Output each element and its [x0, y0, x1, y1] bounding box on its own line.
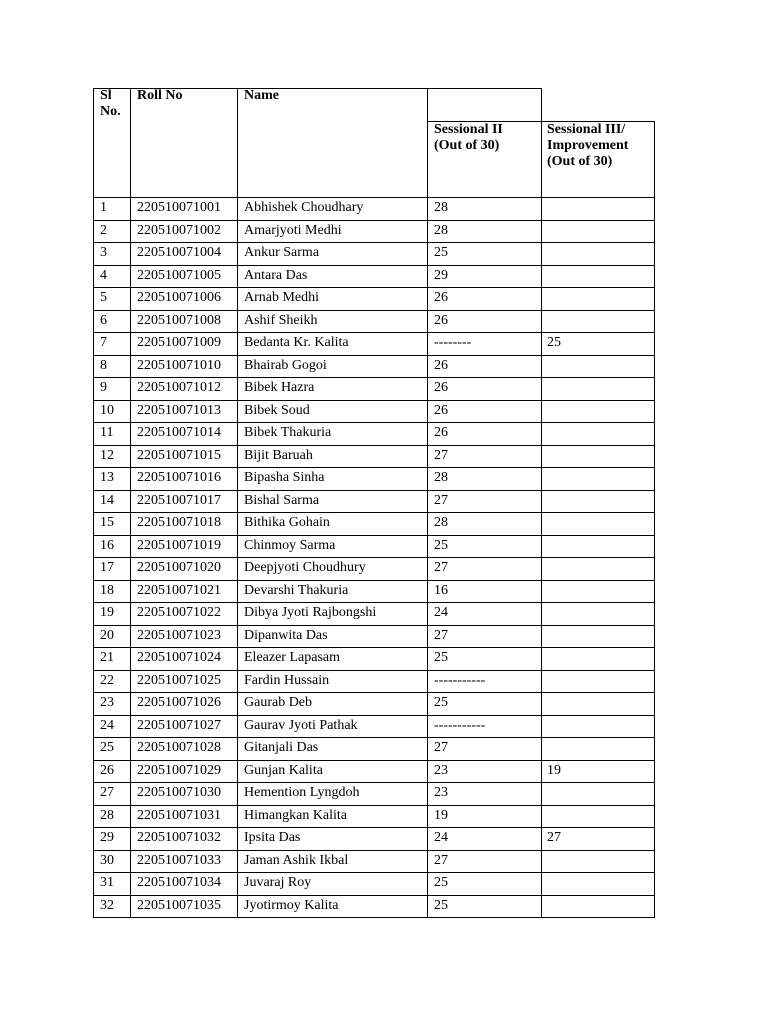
table-rule: [541, 88, 542, 918]
cell-sl: 3: [100, 245, 107, 260]
cell-name: Dibya Jyoti Rajbongshi: [244, 605, 377, 620]
cell-sessional-2: 16: [434, 583, 448, 598]
header-roll: Roll No: [137, 88, 183, 103]
table-rule: [93, 490, 655, 491]
table-rule: [93, 422, 655, 423]
cell-sl: 28: [100, 808, 114, 823]
cell-sessional-2: 27: [434, 493, 448, 508]
cell-sl: 9: [100, 380, 107, 395]
cell-name: Hemention Lyngdoh: [244, 785, 360, 800]
cell-name: Ipsita Das: [244, 830, 301, 845]
cell-sl: 25: [100, 740, 114, 755]
cell-sessional-2: 28: [434, 200, 448, 215]
cell-name: Amarjyoti Medhi: [244, 223, 342, 238]
cell-name: Jaman Ashik Ikbal: [244, 853, 349, 868]
table-rule: [93, 692, 655, 693]
cell-name: Gaurab Deb: [244, 695, 313, 710]
cell-name: Bithika Gohain: [244, 515, 330, 530]
cell-roll: 220510071022: [137, 605, 221, 620]
cell-roll: 220510071018: [137, 515, 221, 530]
cell-name: Devarshi Thakuria: [244, 583, 349, 598]
cell-sessional-2: 27: [434, 740, 448, 755]
cell-sessional-2: 27: [434, 853, 448, 868]
table-rule: [93, 827, 655, 828]
cell-roll: 220510071035: [137, 898, 221, 913]
table-rule: [93, 467, 655, 468]
cell-name: Ankur Sarma: [244, 245, 320, 260]
cell-sl: 16: [100, 538, 114, 553]
cell-sessional-2: 26: [434, 290, 448, 305]
table-rule: [93, 332, 655, 333]
cell-sl: 26: [100, 763, 114, 778]
cell-roll: 220510071033: [137, 853, 221, 868]
cell-sl: 2: [100, 223, 107, 238]
header-sessional-3: Sessional III/ Improvement (Out of 30): [547, 122, 629, 169]
cell-sl: 17: [100, 560, 114, 575]
cell-sl: 27: [100, 785, 114, 800]
cell-sessional-2: 24: [434, 830, 448, 845]
cell-sl: 29: [100, 830, 114, 845]
table-rule: [93, 670, 655, 671]
table-rule: [93, 782, 655, 783]
cell-name: Eleazer Lapasam: [244, 650, 340, 665]
cell-sl: 22: [100, 673, 114, 688]
cell-sl: 4: [100, 268, 107, 283]
cell-sessional-2: 24: [434, 605, 448, 620]
cell-name: Dipanwita Das: [244, 628, 328, 643]
table-rule: [93, 715, 655, 716]
cell-name: Deepjyoti Choudhury: [244, 560, 366, 575]
table-rule: [93, 917, 655, 918]
table-rule: [93, 580, 655, 581]
cell-name: Jyotirmoy Kalita: [244, 898, 339, 913]
cell-sl: 20: [100, 628, 114, 643]
table-rule: [93, 872, 655, 873]
cell-name: Bishal Sarma: [244, 493, 320, 508]
cell-sessional-2: 26: [434, 380, 448, 395]
table-rule: [93, 602, 655, 603]
cell-sessional-2: 25: [434, 245, 448, 260]
cell-name: Chinmoy Sarma: [244, 538, 336, 553]
cell-sessional-2: 27: [434, 448, 448, 463]
cell-roll: 220510071019: [137, 538, 221, 553]
cell-roll: 220510071025: [137, 673, 221, 688]
cell-roll: 220510071024: [137, 650, 221, 665]
cell-roll: 220510071016: [137, 470, 221, 485]
cell-name: Bedanta Kr. Kalita: [244, 335, 349, 350]
cell-sl: 14: [100, 493, 114, 508]
table-rule: [93, 737, 655, 738]
cell-name: Gunjan Kalita: [244, 763, 323, 778]
cell-sessional-2: 23: [434, 763, 448, 778]
table-rule: [93, 287, 655, 288]
table-rule: [93, 512, 655, 513]
cell-name: Bibek Hazra: [244, 380, 315, 395]
table-rule: [93, 760, 655, 761]
cell-sl: 12: [100, 448, 114, 463]
cell-name: Abhishek Choudhary: [244, 200, 364, 215]
cell-sl: 1: [100, 200, 107, 215]
cell-sl: 10: [100, 403, 114, 418]
table-rule: [93, 400, 655, 401]
cell-roll: 220510071004: [137, 245, 221, 260]
cell-roll: 220510071030: [137, 785, 221, 800]
cell-sl: 19: [100, 605, 114, 620]
cell-sl: 15: [100, 515, 114, 530]
cell-roll: 220510071017: [137, 493, 221, 508]
cell-roll: 220510071021: [137, 583, 221, 598]
cell-sessional-3: 25: [547, 335, 561, 350]
cell-sl: 5: [100, 290, 107, 305]
cell-sessional-2: 25: [434, 875, 448, 890]
cell-sessional-2: 28: [434, 470, 448, 485]
cell-name: Bhairab Gogoi: [244, 358, 327, 373]
cell-sessional-2: 23: [434, 785, 448, 800]
cell-roll: 220510071005: [137, 268, 221, 283]
cell-sessional-2: 25: [434, 650, 448, 665]
cell-sessional-2: 25: [434, 695, 448, 710]
cell-sessional-2: 28: [434, 223, 448, 238]
cell-sessional-2: 26: [434, 313, 448, 328]
cell-name: Bipasha Sinha: [244, 470, 325, 485]
cell-roll: 220510071006: [137, 290, 221, 305]
table-rule: [93, 88, 94, 918]
cell-sessional-2: --------: [434, 335, 472, 350]
cell-roll: 220510071027: [137, 718, 221, 733]
cell-roll: 220510071029: [137, 763, 221, 778]
cell-name: Gitanjali Das: [244, 740, 319, 755]
table-rule: [93, 895, 655, 896]
cell-sessional-2: 26: [434, 425, 448, 440]
cell-sessional-3: 27: [547, 830, 561, 845]
cell-roll: 220510071001: [137, 200, 221, 215]
cell-sessional-2: 29: [434, 268, 448, 283]
table-rule: [93, 355, 655, 356]
cell-sl: 30: [100, 853, 114, 868]
cell-roll: 220510071031: [137, 808, 221, 823]
cell-sessional-2: 19: [434, 808, 448, 823]
cell-sessional-2: -----------: [434, 718, 486, 733]
table-rule: [93, 557, 655, 558]
cell-roll: 220510071015: [137, 448, 221, 463]
table-rule: [93, 377, 655, 378]
cell-sl: 8: [100, 358, 107, 373]
table-rule: [93, 197, 655, 198]
cell-sessional-2: 26: [434, 403, 448, 418]
cell-name: Gaurav Jyoti Pathak: [244, 718, 358, 733]
cell-sl: 21: [100, 650, 114, 665]
table-rule: [237, 88, 238, 918]
cell-name: Bibek Soud: [244, 403, 310, 418]
cell-roll: 220510071008: [137, 313, 221, 328]
table-rule: [93, 625, 655, 626]
cell-sessional-3: 19: [547, 763, 561, 778]
header-name: Name: [244, 88, 279, 103]
cell-sessional-2: 25: [434, 538, 448, 553]
cell-sessional-2: -----------: [434, 673, 486, 688]
cell-roll: 220510071023: [137, 628, 221, 643]
table-rule: [93, 535, 655, 536]
cell-sessional-2: 25: [434, 898, 448, 913]
table-rule: [93, 850, 655, 851]
cell-sl: 32: [100, 898, 114, 913]
cell-roll: 220510071002: [137, 223, 221, 238]
cell-name: Juvaraj Roy: [244, 875, 312, 890]
table-rule: [130, 88, 131, 918]
header-sessional-2: Sessional II (Out of 30): [434, 122, 503, 153]
cell-name: Bibek Thakuria: [244, 425, 332, 440]
cell-sessional-2: 28: [434, 515, 448, 530]
cell-name: Ashif Sheikh: [244, 313, 318, 328]
cell-name: Fardin Hussain: [244, 673, 330, 688]
cell-name: Antara Das: [244, 268, 308, 283]
cell-sl: 13: [100, 470, 114, 485]
cell-sessional-2: 27: [434, 628, 448, 643]
cell-roll: 220510071009: [137, 335, 221, 350]
cell-sl: 11: [100, 425, 114, 440]
cell-roll: 220510071012: [137, 380, 221, 395]
table-rule: [93, 242, 655, 243]
table-rule: [93, 805, 655, 806]
cell-sl: 6: [100, 313, 107, 328]
cell-roll: 220510071013: [137, 403, 221, 418]
cell-sessional-2: 26: [434, 358, 448, 373]
cell-roll: 220510071010: [137, 358, 221, 373]
table-rule: [93, 220, 655, 221]
cell-sl: 31: [100, 875, 114, 890]
cell-roll: 220510071034: [137, 875, 221, 890]
cell-sl: 24: [100, 718, 114, 733]
table-rule: [93, 445, 655, 446]
cell-roll: 220510071028: [137, 740, 221, 755]
table-rule: [93, 647, 655, 648]
cell-roll: 220510071020: [137, 560, 221, 575]
cell-roll: 220510071014: [137, 425, 221, 440]
table-rule: [93, 310, 655, 311]
header-sl: Sl No.: [100, 88, 121, 119]
cell-sl: 7: [100, 335, 107, 350]
cell-roll: 220510071026: [137, 695, 221, 710]
cell-roll: 220510071032: [137, 830, 221, 845]
table-rule: [654, 121, 655, 918]
cell-sl: 18: [100, 583, 114, 598]
table-rule: [427, 88, 428, 918]
cell-name: Arnab Medhi: [244, 290, 320, 305]
cell-name: Bijit Baruah: [244, 448, 313, 463]
table-rule: [93, 265, 655, 266]
cell-name: Himangkan Kalita: [244, 808, 348, 823]
cell-sl: 23: [100, 695, 114, 710]
cell-sessional-2: 27: [434, 560, 448, 575]
